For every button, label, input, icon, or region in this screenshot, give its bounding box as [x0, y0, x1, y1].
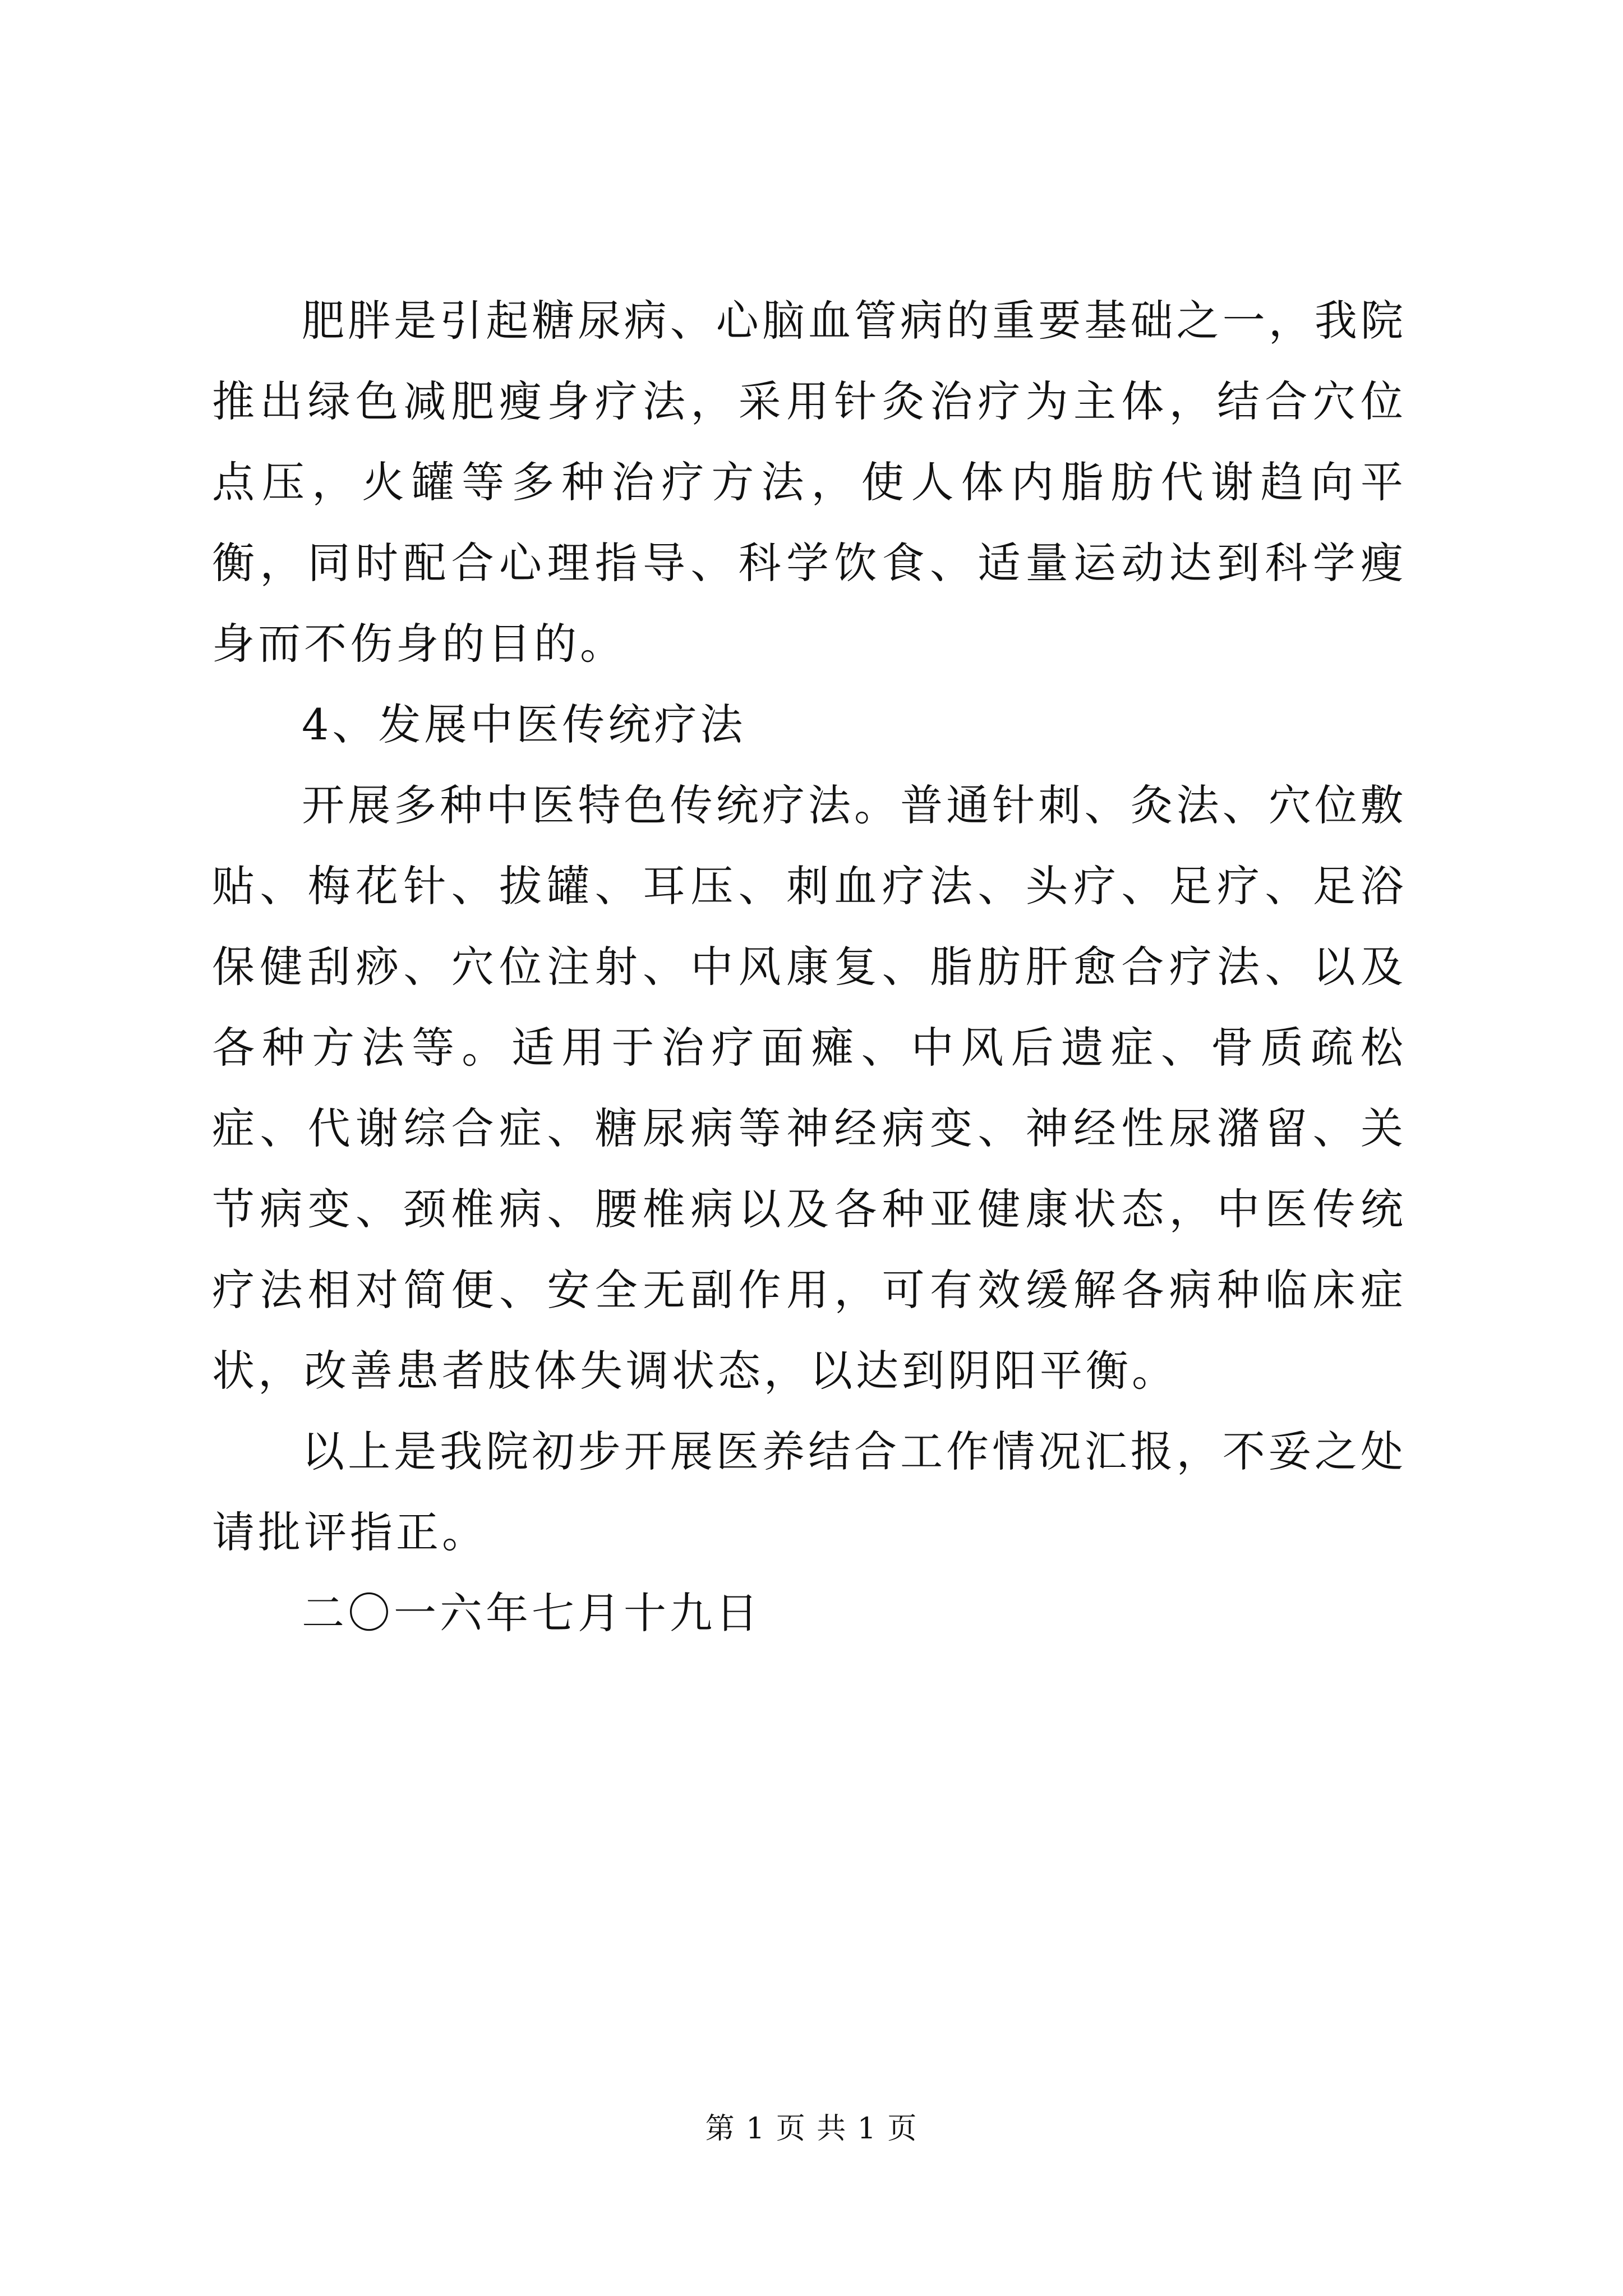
date-line: 二〇一六年七月十九日 — [302, 1588, 762, 1638]
document-body — [212, 280, 1407, 1654]
paragraph-tcm-therapies: 开展多种中医特色传统疗法。普通针刺、灸法、穴位敷贴、梅花针、拔罐、耳压、刺血疗法、头疗、足疗、足浴保健刮痧、穴位注射、中风康复、脂肪肝愈合疗法、以及各种方法等。适用于治疗面瘫、中风后遗症、骨质疏松症、代谢综合症、糖尿病等神经病变、神经性尿潴留、关节病变、颈椎病、腰椎病以及各种亚健康状态，中医传统疗法相对简便、安全无副作用，可有效缓解各病种临床症状，改善患者肢体失调状态，以达到阴阳平衡。 — [212, 780, 1407, 1396]
section-heading-tcm: 4、发展中医传统疗法 — [302, 700, 746, 749]
paragraph-closing: 以上是我院初步开展医养结合工作情况汇报，不妥之处请批评指正。 — [212, 1427, 1407, 1557]
paragraph-obesity-therapy: 肥胖是引起糖尿病、心脑血管病的重要基础之一，我院推出绿色减肥瘦身疗法，采用针灸治疗为主体，结合穴位点压，火罐等多种治疗方法，使人体内脂肪代谢趋向平衡，同时配合心理指导、科学饮食、适量运动达到科学瘦身而不伤身的目的。 — [212, 296, 1407, 669]
page-footer: 第 1 页 共 1 页 — [705, 2112, 918, 2146]
